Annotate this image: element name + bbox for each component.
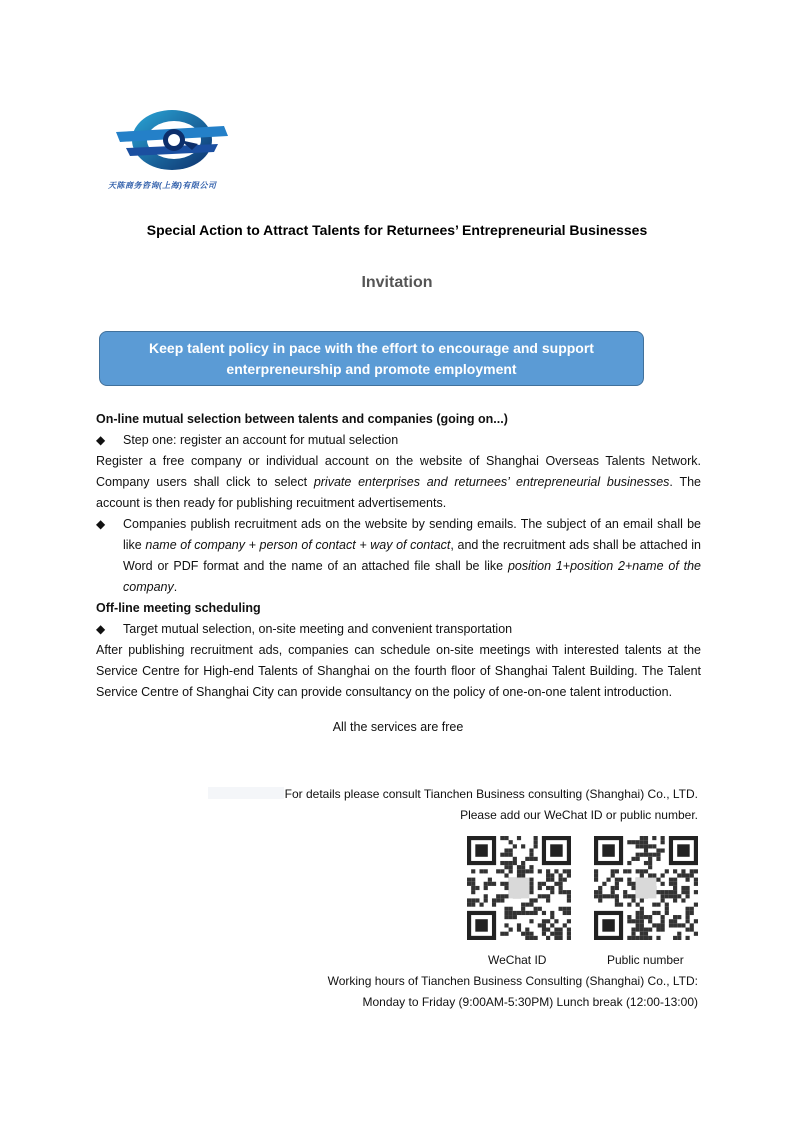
page-subtitle: Invitation (361, 274, 433, 291)
page-title: Special Action to Attract Talents for Returnees’ Entrepreneurial Businesses (146, 222, 648, 238)
banner-text: Keep talent policy in pace with the effort to encourage and support enterpreneurship and promote employment (149, 339, 594, 377)
public-number-qr-code-icon (594, 836, 698, 940)
diamond-bullet-icon: ◆ (96, 517, 106, 531)
register-text-1: Register a free company or individual account on the website of Shanghai Overseas Talents Network. Company users shall click to select (96, 454, 701, 489)
offline-bullet-text: Target mutual selection, on-site meeting and convenient transportation (123, 622, 513, 636)
working-hours-line-2: Monday to Friday (9:00AM-5:30PM) Lunch break (12:00-13:00) (362, 995, 698, 1009)
working-hours-line-1: Working hours of Tianchen Business Consulting (Shanghai) Co., LTD: (327, 974, 698, 988)
publish-text-1: Companies publish recruitment ads on the website by sending emails. The subject of an email shall be like (123, 517, 701, 552)
logo-emblem-icon (106, 104, 246, 184)
company-logo (106, 104, 246, 194)
wechat-id-label: WeChat ID (488, 953, 547, 967)
step-one-text: Step one: register an account for mutual selection (123, 433, 399, 447)
contact-line-1: For details please consult Tianchen Business consulting (Shanghai) Co., LTD. (284, 787, 698, 801)
logo-caption: 天陈商务咨询(上海)有限公司 (108, 181, 217, 190)
free-note-text: All the services are free (332, 720, 464, 734)
contact-line-2: Please add our WeChat ID or public number. (460, 808, 698, 822)
policy-banner (99, 331, 644, 386)
offline-paragraph: After publishing recruitment ads, companies can schedule on-site meetings with interested talents at the Service Centre for High-end Talents of Shanghai on the fourth floor of Shanghai Talent Building. The Talent Service Centre of Shanghai City can provide consultancy on the policy of one-on-one talent introduction. (96, 643, 701, 699)
faint-highlight (208, 787, 284, 799)
register-paragraph (96, 451, 701, 514)
register-emphasis: private enterprises and returnees’ entrepreneurial businesses (313, 475, 670, 489)
online-heading: On-line mutual selection between talents and companies (going on...) (96, 412, 508, 426)
publish-emphasis-1: name of company + person of contact + way of contact (145, 538, 451, 552)
publish-emphasis-2: position 1+position 2+name of the company (123, 559, 701, 594)
public-number-label: Public number (607, 953, 684, 967)
offline-heading: Off-line meeting scheduling (96, 601, 261, 615)
free-services-note (0, 720, 794, 734)
register-text-2: . The account is then ready for publishing recuitment advertisements. (96, 475, 701, 510)
diamond-bullet-icon: ◆ (96, 622, 106, 636)
publish-text-3: . (173, 580, 178, 594)
publish-bullet (96, 514, 701, 598)
qr-code-icon (594, 836, 698, 940)
offline-bullet (96, 619, 701, 640)
body-content (96, 409, 701, 703)
diamond-bullet-icon: ◆ (96, 433, 106, 447)
publish-text-2: , and the recruitment ads shall be attached in Word or PDF format and the name of an attached file shall be like (123, 538, 701, 573)
qr-code-icon (467, 836, 571, 940)
step-one-bullet (96, 430, 701, 451)
wechat-qr-code-icon (467, 836, 571, 940)
